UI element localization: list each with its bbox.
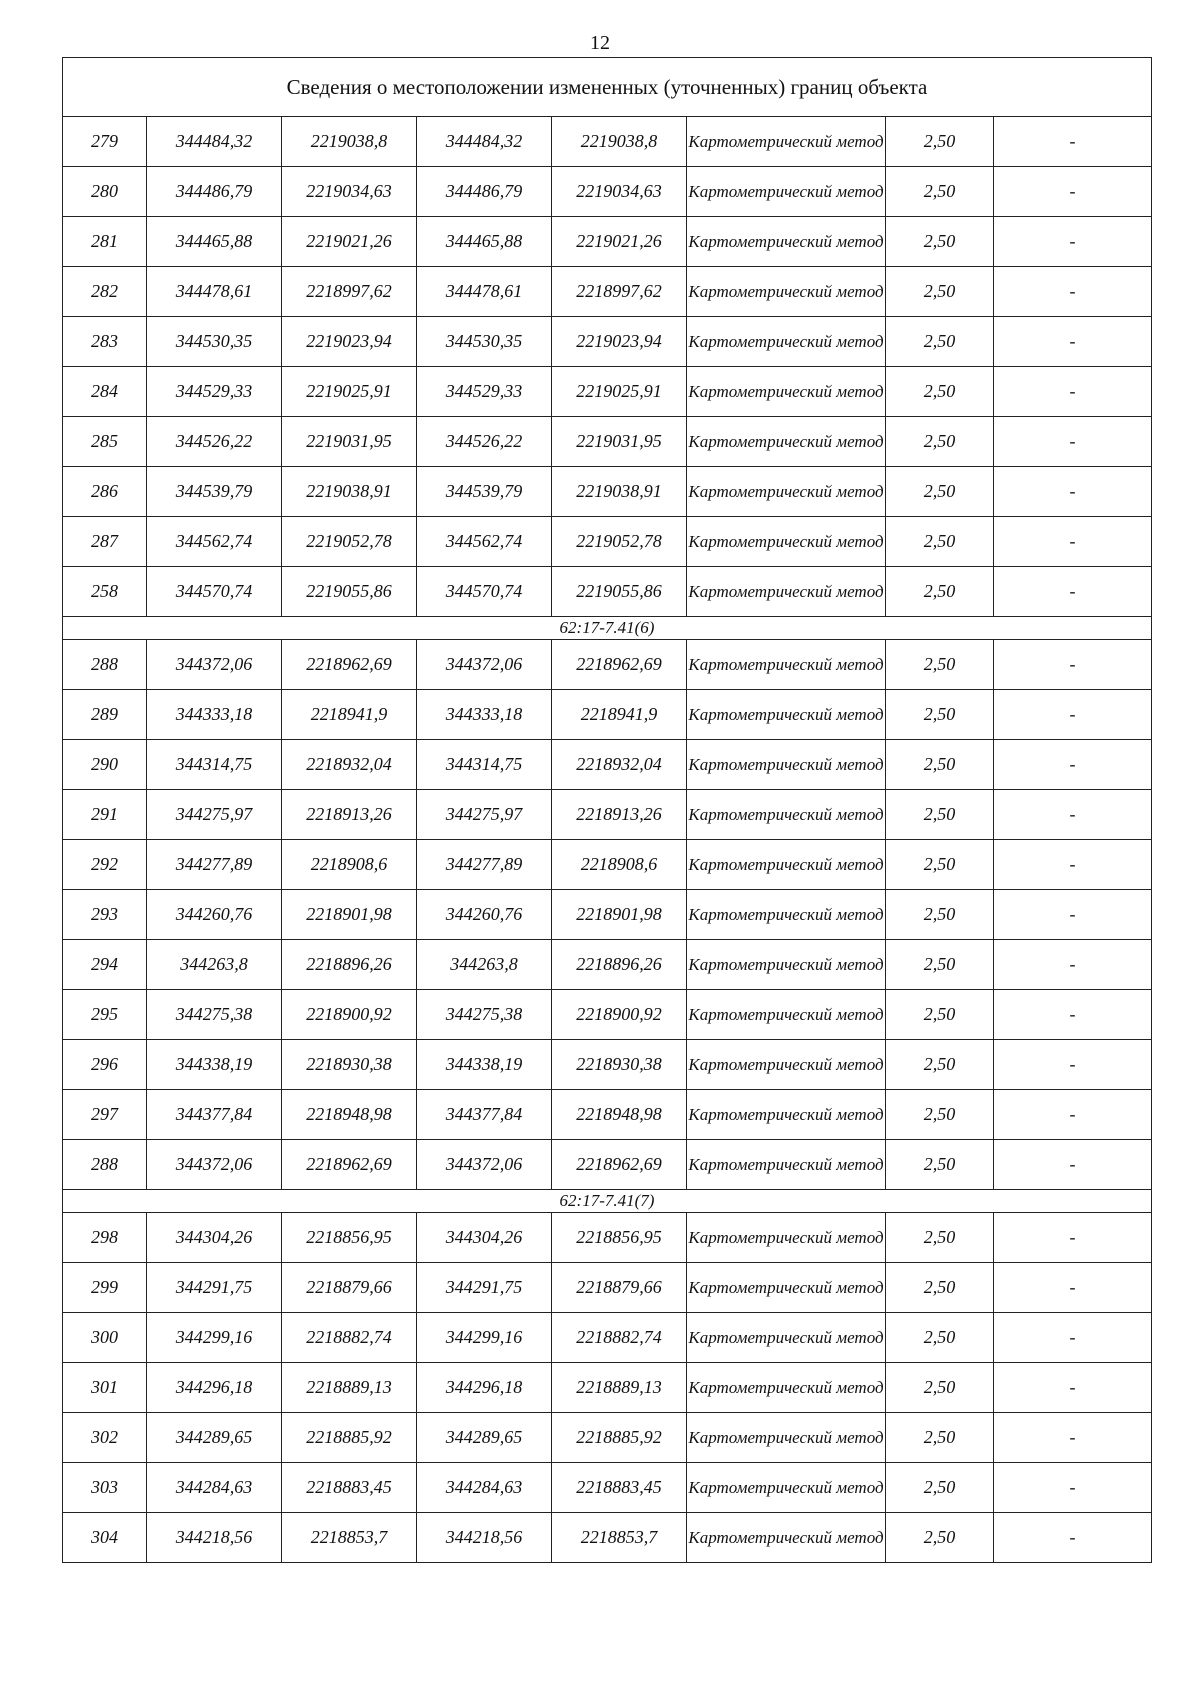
table-row [63, 317, 1152, 367]
refined-y-cell: 2218882,74 [552, 1313, 687, 1363]
point-number-cell: 280 [63, 167, 147, 217]
point-number-cell: 293 [63, 890, 147, 940]
accuracy-cell: 2,50 [886, 1413, 994, 1463]
existing-y-cell: 2218932,04 [282, 740, 417, 790]
accuracy-cell: 2,50 [886, 217, 994, 267]
point-number-cell: 298 [63, 1213, 147, 1263]
accuracy-cell: 2,50 [886, 117, 994, 167]
method-cell: Картометрический метод [687, 1040, 886, 1090]
existing-x-cell: 344275,38 [147, 990, 282, 1040]
accuracy-cell: 2,50 [886, 1263, 994, 1313]
refined-x-cell: 344372,06 [417, 1140, 552, 1190]
refined-y-cell: 2219052,78 [552, 517, 687, 567]
accuracy-cell: 2,50 [886, 267, 994, 317]
refined-x-cell: 344539,79 [417, 467, 552, 517]
table-row [63, 417, 1152, 467]
table-row [63, 840, 1152, 890]
note-cell: - [994, 840, 1152, 890]
method-cell: Картометрический метод [687, 1413, 886, 1463]
point-number-cell: 285 [63, 417, 147, 467]
existing-y-cell: 2218885,92 [282, 1413, 417, 1463]
method-cell: Картометрический метод [687, 1090, 886, 1140]
refined-x-cell: 344275,97 [417, 790, 552, 840]
note-cell: - [994, 990, 1152, 1040]
table-row [63, 1413, 1152, 1463]
point-number-cell: 282 [63, 267, 147, 317]
accuracy-cell: 2,50 [886, 167, 994, 217]
refined-x-cell: 344289,65 [417, 1413, 552, 1463]
refined-x-cell: 344570,74 [417, 567, 552, 617]
existing-y-cell: 2218962,69 [282, 640, 417, 690]
refined-x-cell: 344260,76 [417, 890, 552, 940]
refined-y-cell: 2218913,26 [552, 790, 687, 840]
existing-y-cell: 2218883,45 [282, 1463, 417, 1513]
point-number-cell: 295 [63, 990, 147, 1040]
method-cell: Картометрический метод [687, 217, 886, 267]
existing-x-cell: 344539,79 [147, 467, 282, 517]
point-number-cell: 294 [63, 940, 147, 990]
refined-y-cell: 2218948,98 [552, 1090, 687, 1140]
existing-x-cell: 344275,97 [147, 790, 282, 840]
existing-y-cell: 2218856,95 [282, 1213, 417, 1263]
refined-y-cell: 2219034,63 [552, 167, 687, 217]
refined-y-cell: 2219021,26 [552, 217, 687, 267]
refined-x-cell: 344218,56 [417, 1513, 552, 1563]
table-row [63, 567, 1152, 617]
table-row [63, 1363, 1152, 1413]
existing-y-cell: 2218853,7 [282, 1513, 417, 1563]
note-cell: - [994, 217, 1152, 267]
existing-y-cell: 2218900,92 [282, 990, 417, 1040]
note-cell: - [994, 517, 1152, 567]
section-header-row [63, 617, 1152, 640]
table-body [63, 58, 1152, 1563]
point-number-cell: 291 [63, 790, 147, 840]
accuracy-cell: 2,50 [886, 940, 994, 990]
note-cell: - [994, 790, 1152, 840]
refined-y-cell: 2218856,95 [552, 1213, 687, 1263]
existing-y-cell: 2218896,26 [282, 940, 417, 990]
note-cell: - [994, 1513, 1152, 1563]
existing-y-cell: 2218941,9 [282, 690, 417, 740]
accuracy-cell: 2,50 [886, 840, 994, 890]
refined-y-cell: 2218930,38 [552, 1040, 687, 1090]
existing-x-cell: 344372,06 [147, 640, 282, 690]
existing-x-cell: 344529,33 [147, 367, 282, 417]
point-number-cell: 288 [63, 1140, 147, 1190]
method-cell: Картометрический метод [687, 790, 886, 840]
note-cell: - [994, 640, 1152, 690]
point-number-cell: 304 [63, 1513, 147, 1563]
refined-y-cell: 2218896,26 [552, 940, 687, 990]
method-cell: Картометрический метод [687, 167, 886, 217]
existing-x-cell: 344277,89 [147, 840, 282, 890]
refined-x-cell: 344277,89 [417, 840, 552, 890]
accuracy-cell: 2,50 [886, 467, 994, 517]
method-cell: Картометрический метод [687, 1363, 886, 1413]
refined-y-cell: 2218853,7 [552, 1513, 687, 1563]
existing-y-cell: 2219055,86 [282, 567, 417, 617]
existing-y-cell: 2218913,26 [282, 790, 417, 840]
table-row [63, 217, 1152, 267]
table-row [63, 740, 1152, 790]
method-cell: Картометрический метод [687, 1513, 886, 1563]
method-cell: Картометрический метод [687, 417, 886, 467]
note-cell: - [994, 417, 1152, 467]
refined-x-cell: 344275,38 [417, 990, 552, 1040]
method-cell: Картометрический метод [687, 940, 886, 990]
existing-y-cell: 2218962,69 [282, 1140, 417, 1190]
note-cell: - [994, 317, 1152, 367]
existing-y-cell: 2218908,6 [282, 840, 417, 890]
refined-x-cell: 344304,26 [417, 1213, 552, 1263]
section-label: 62:17-7.41(7) [63, 1190, 1152, 1213]
refined-y-cell: 2219031,95 [552, 417, 687, 467]
existing-y-cell: 2219052,78 [282, 517, 417, 567]
accuracy-cell: 2,50 [886, 567, 994, 617]
point-number-cell: 258 [63, 567, 147, 617]
method-cell: Картометрический метод [687, 1140, 886, 1190]
point-number-cell: 301 [63, 1363, 147, 1413]
method-cell: Картометрический метод [687, 1263, 886, 1313]
refined-y-cell: 2218932,04 [552, 740, 687, 790]
method-cell: Картометрический метод [687, 990, 886, 1040]
accuracy-cell: 2,50 [886, 740, 994, 790]
table-title: Сведения о местоположении измененных (уточненных) границ объекта [63, 58, 1152, 117]
refined-y-cell: 2219055,86 [552, 567, 687, 617]
point-number-cell: 299 [63, 1263, 147, 1313]
note-cell: - [994, 567, 1152, 617]
accuracy-cell: 2,50 [886, 1213, 994, 1263]
point-number-cell: 290 [63, 740, 147, 790]
note-cell: - [994, 940, 1152, 990]
refined-x-cell: 344338,19 [417, 1040, 552, 1090]
existing-y-cell: 2219025,91 [282, 367, 417, 417]
existing-y-cell: 2218889,13 [282, 1363, 417, 1413]
table-title-row [63, 58, 1152, 117]
accuracy-cell: 2,50 [886, 1090, 994, 1140]
method-cell: Картометрический метод [687, 467, 886, 517]
method-cell: Картометрический метод [687, 367, 886, 417]
point-number-cell: 302 [63, 1413, 147, 1463]
refined-y-cell: 2218879,66 [552, 1263, 687, 1313]
refined-y-cell: 2219025,91 [552, 367, 687, 417]
point-number-cell: 284 [63, 367, 147, 417]
table-row [63, 1513, 1152, 1563]
table-row [63, 117, 1152, 167]
accuracy-cell: 2,50 [886, 1313, 994, 1363]
note-cell: - [994, 1313, 1152, 1363]
section-header-row [63, 1190, 1152, 1213]
refined-y-cell: 2218889,13 [552, 1363, 687, 1413]
refined-x-cell: 344562,74 [417, 517, 552, 567]
refined-y-cell: 2218901,98 [552, 890, 687, 940]
point-number-cell: 297 [63, 1090, 147, 1140]
refined-y-cell: 2218900,92 [552, 990, 687, 1040]
table-row [63, 690, 1152, 740]
existing-x-cell: 344291,75 [147, 1263, 282, 1313]
refined-x-cell: 344314,75 [417, 740, 552, 790]
existing-x-cell: 344484,32 [147, 117, 282, 167]
existing-x-cell: 344486,79 [147, 167, 282, 217]
refined-y-cell: 2218885,92 [552, 1413, 687, 1463]
table-row [63, 1040, 1152, 1090]
existing-x-cell: 344304,26 [147, 1213, 282, 1263]
point-number-cell: 283 [63, 317, 147, 367]
note-cell: - [994, 890, 1152, 940]
note-cell: - [994, 267, 1152, 317]
note-cell: - [994, 1213, 1152, 1263]
note-cell: - [994, 1040, 1152, 1090]
existing-x-cell: 344562,74 [147, 517, 282, 567]
accuracy-cell: 2,50 [886, 417, 994, 467]
existing-x-cell: 344314,75 [147, 740, 282, 790]
refined-y-cell: 2218941,9 [552, 690, 687, 740]
refined-x-cell: 344486,79 [417, 167, 552, 217]
point-number-cell: 287 [63, 517, 147, 567]
existing-y-cell: 2219038,91 [282, 467, 417, 517]
existing-x-cell: 344530,35 [147, 317, 282, 367]
table-row [63, 890, 1152, 940]
point-number-cell: 286 [63, 467, 147, 517]
refined-x-cell: 344284,63 [417, 1463, 552, 1513]
refined-x-cell: 344465,88 [417, 217, 552, 267]
existing-y-cell: 2219031,95 [282, 417, 417, 467]
existing-y-cell: 2218901,98 [282, 890, 417, 940]
table-row [63, 467, 1152, 517]
refined-x-cell: 344478,61 [417, 267, 552, 317]
refined-y-cell: 2219038,8 [552, 117, 687, 167]
accuracy-cell: 2,50 [886, 1513, 994, 1563]
method-cell: Картометрический метод [687, 840, 886, 890]
table-row [63, 990, 1152, 1040]
accuracy-cell: 2,50 [886, 1463, 994, 1513]
boundary-coordinates-table [62, 57, 1152, 1563]
refined-x-cell: 344484,32 [417, 117, 552, 167]
existing-y-cell: 2219034,63 [282, 167, 417, 217]
note-cell: - [994, 740, 1152, 790]
note-cell: - [994, 1140, 1152, 1190]
table-row [63, 940, 1152, 990]
accuracy-cell: 2,50 [886, 990, 994, 1040]
point-number-cell: 279 [63, 117, 147, 167]
note-cell: - [994, 117, 1152, 167]
accuracy-cell: 2,50 [886, 517, 994, 567]
method-cell: Картометрический метод [687, 690, 886, 740]
existing-x-cell: 344570,74 [147, 567, 282, 617]
refined-x-cell: 344529,33 [417, 367, 552, 417]
table-row [63, 1263, 1152, 1313]
accuracy-cell: 2,50 [886, 1140, 994, 1190]
existing-y-cell: 2218930,38 [282, 1040, 417, 1090]
existing-x-cell: 344478,61 [147, 267, 282, 317]
refined-y-cell: 2219038,91 [552, 467, 687, 517]
table-row [63, 640, 1152, 690]
point-number-cell: 303 [63, 1463, 147, 1513]
point-number-cell: 300 [63, 1313, 147, 1363]
refined-y-cell: 2218962,69 [552, 640, 687, 690]
accuracy-cell: 2,50 [886, 890, 994, 940]
existing-x-cell: 344465,88 [147, 217, 282, 267]
table-row [63, 1313, 1152, 1363]
table-row [63, 267, 1152, 317]
table-row [63, 1463, 1152, 1513]
existing-y-cell: 2219023,94 [282, 317, 417, 367]
accuracy-cell: 2,50 [886, 317, 994, 367]
note-cell: - [994, 1413, 1152, 1463]
existing-x-cell: 344263,8 [147, 940, 282, 990]
refined-x-cell: 344263,8 [417, 940, 552, 990]
table-row [63, 517, 1152, 567]
method-cell: Картометрический метод [687, 117, 886, 167]
page-number: 12 [590, 32, 610, 54]
point-number-cell: 289 [63, 690, 147, 740]
method-cell: Картометрический метод [687, 740, 886, 790]
refined-x-cell: 344372,06 [417, 640, 552, 690]
point-number-cell: 296 [63, 1040, 147, 1090]
point-number-cell: 281 [63, 217, 147, 267]
note-cell: - [994, 1363, 1152, 1413]
existing-x-cell: 344299,16 [147, 1313, 282, 1363]
refined-x-cell: 344296,18 [417, 1363, 552, 1413]
note-cell: - [994, 167, 1152, 217]
note-cell: - [994, 467, 1152, 517]
method-cell: Картометрический метод [687, 890, 886, 940]
existing-x-cell: 344338,19 [147, 1040, 282, 1090]
refined-x-cell: 344299,16 [417, 1313, 552, 1363]
refined-x-cell: 344526,22 [417, 417, 552, 467]
method-cell: Картометрический метод [687, 517, 886, 567]
accuracy-cell: 2,50 [886, 790, 994, 840]
table-row [63, 1140, 1152, 1190]
existing-x-cell: 344526,22 [147, 417, 282, 467]
table-row [63, 367, 1152, 417]
refined-x-cell: 344291,75 [417, 1263, 552, 1313]
existing-y-cell: 2219038,8 [282, 117, 417, 167]
existing-x-cell: 344377,84 [147, 1090, 282, 1140]
section-label: 62:17-7.41(6) [63, 617, 1152, 640]
note-cell: - [994, 367, 1152, 417]
refined-y-cell: 2218908,6 [552, 840, 687, 890]
refined-y-cell: 2218883,45 [552, 1463, 687, 1513]
accuracy-cell: 2,50 [886, 367, 994, 417]
method-cell: Картометрический метод [687, 567, 886, 617]
method-cell: Картометрический метод [687, 267, 886, 317]
table-row [63, 1213, 1152, 1263]
method-cell: Картометрический метод [687, 317, 886, 367]
existing-x-cell: 344260,76 [147, 890, 282, 940]
accuracy-cell: 2,50 [886, 640, 994, 690]
refined-y-cell: 2218962,69 [552, 1140, 687, 1190]
table-row [63, 167, 1152, 217]
method-cell: Картометрический метод [687, 1463, 886, 1513]
existing-y-cell: 2218997,62 [282, 267, 417, 317]
method-cell: Картометрический метод [687, 1313, 886, 1363]
refined-x-cell: 344530,35 [417, 317, 552, 367]
table-row [63, 790, 1152, 840]
note-cell: - [994, 1090, 1152, 1140]
refined-y-cell: 2219023,94 [552, 317, 687, 367]
existing-x-cell: 344372,06 [147, 1140, 282, 1190]
note-cell: - [994, 690, 1152, 740]
refined-x-cell: 344377,84 [417, 1090, 552, 1140]
accuracy-cell: 2,50 [886, 690, 994, 740]
accuracy-cell: 2,50 [886, 1040, 994, 1090]
point-number-cell: 288 [63, 640, 147, 690]
existing-x-cell: 344289,65 [147, 1413, 282, 1463]
refined-x-cell: 344333,18 [417, 690, 552, 740]
existing-x-cell: 344284,63 [147, 1463, 282, 1513]
point-number-cell: 292 [63, 840, 147, 890]
table-row [63, 1090, 1152, 1140]
existing-x-cell: 344296,18 [147, 1363, 282, 1413]
method-cell: Картометрический метод [687, 640, 886, 690]
note-cell: - [994, 1263, 1152, 1313]
accuracy-cell: 2,50 [886, 1363, 994, 1413]
existing-x-cell: 344333,18 [147, 690, 282, 740]
existing-y-cell: 2218882,74 [282, 1313, 417, 1363]
method-cell: Картометрический метод [687, 1213, 886, 1263]
existing-y-cell: 2218948,98 [282, 1090, 417, 1140]
refined-y-cell: 2218997,62 [552, 267, 687, 317]
note-cell: - [994, 1463, 1152, 1513]
existing-y-cell: 2219021,26 [282, 217, 417, 267]
existing-x-cell: 344218,56 [147, 1513, 282, 1563]
existing-y-cell: 2218879,66 [282, 1263, 417, 1313]
